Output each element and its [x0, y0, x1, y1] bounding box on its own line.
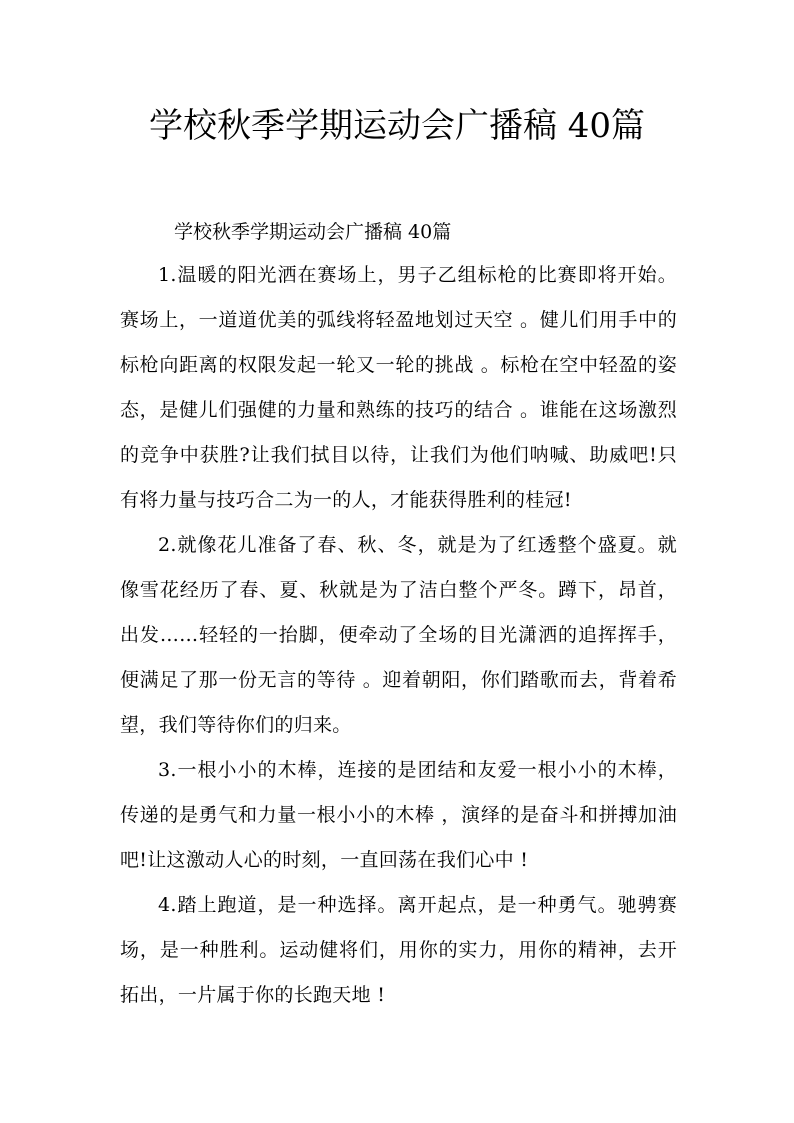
document-title: 学校秋季学期运动会广播稿 40篇 [148, 106, 646, 146]
document-body [120, 213, 677, 1018]
paragraph-2: 2.就像花儿准备了春、秋、冬，就是为了红透整个盛夏。就像雪花经历了春、夏、秋就是为了洁白整个严冬。蹲下，昂首，出发……轻轻的一抬脚，便牵动了全场的目光潇洒的追挥挥手，便满足了那一份无言的等待 。迎着朝阳，你们踏歌而去，背着希望，我们等待你们的归来。 [120, 534, 677, 736]
document-subtitle: 学校秋季学期运动会广播稿 40篇 [174, 221, 452, 243]
paragraph-4: 4.踏上跑道，是一种选择。离开起点，是一种勇气。驰骋赛场，是一种胜利。运动健将们，用你的实力，用你的精神，去开拓出，一片属于你的长跑天地 ! [120, 894, 677, 1006]
paragraph-1: 1.温暖的阳光洒在赛场上，男子乙组标枪的比赛即将开始。赛场上，一道道优美的弧线将轻盈地划过天空 。健儿们用手中的标枪向距离的权限发起一轮又一轮的挑战 。标枪在空中轻盈的姿态，是健儿们强健的力量和熟练的技巧的结合 。谁能在这场激烈的竞争中获胜?让我们拭目以待，让我们为他们呐喊、助威吧!只有将力量与技巧合二为一的人，才能获得胜利的桂冠! [120, 264, 677, 511]
paragraph-3: 3.一根小小的木棒，连接的是团结和友爱一根小小的木棒，传递的是勇气和力量一根小小的木棒 ，演绎的是奋斗和拼搏加油吧!让这激动人心的时刻，一直回荡在我们心中 ! [120, 759, 677, 871]
